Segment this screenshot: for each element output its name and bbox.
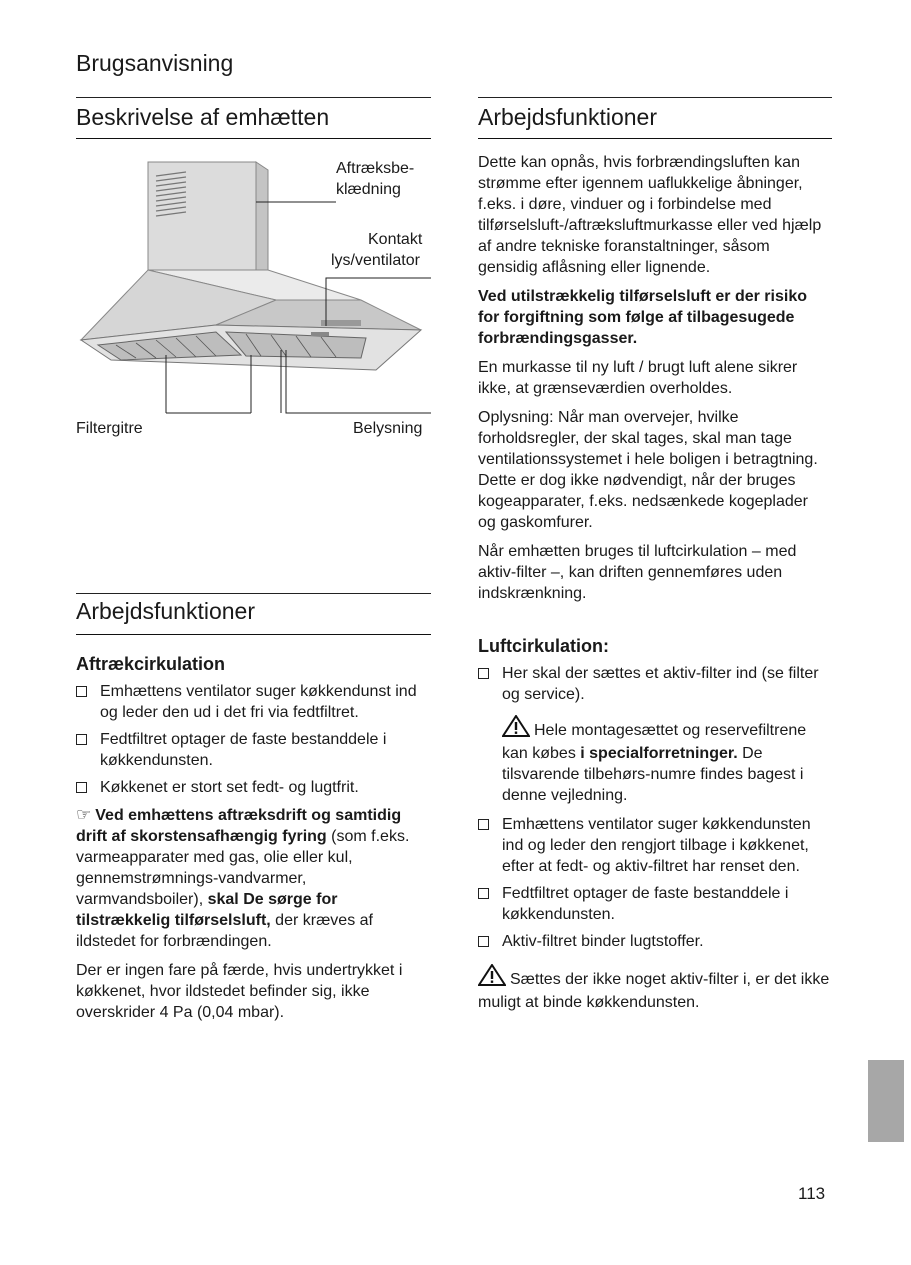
label-chimney-cover-2: klædning xyxy=(336,181,401,198)
pointing-hand-icon: ☞ xyxy=(76,805,92,824)
divider xyxy=(76,593,431,594)
right-column-text xyxy=(478,152,830,1021)
left-column-text xyxy=(76,654,432,1031)
subheading-extraction: Aftrækcirkulation xyxy=(76,654,226,674)
list-item: Fedtfiltret optager de faste bestanddele i køkkendunsten. xyxy=(478,883,830,925)
section-title-description: Beskrivelse af emhætten xyxy=(76,104,330,130)
safety-note: ☞ Ved emhættens aftræksdrift og samtidig drift af skorstensafhængig fyring (som f.eks. varmeapparater med gas, olie eller kul, gennemstrømnings-vandvarmer, varmvandsboiler), skal De sørge for tilstrækkelig tilførselsluft, der kræves af ildstedet for forbrændingen. xyxy=(76,805,410,950)
label-chimney-cover-1: Aftræksbe- xyxy=(336,160,415,177)
divider xyxy=(478,138,832,139)
paragraph: Når emhætten bruges til luftcirkulation – med aktiv-filter –, kan driften gennemføres uden indskrænkning. xyxy=(478,543,797,602)
subheading-recirculation: Luftcirkulation: xyxy=(478,636,609,656)
list-item: Emhættens ventilator suger køkkendunsten ind og leder den rengjort tilbage i køkkenet, efter at fedt- og aktiv-filtret har renset den. xyxy=(478,814,830,877)
section-title-functions-right: Arbejdsfunktioner xyxy=(478,104,657,130)
language-tab xyxy=(868,1060,904,1142)
divider xyxy=(76,138,431,139)
list-item: Køkkenet er stort set fedt- og lugtfrit. xyxy=(76,777,432,798)
paragraph: En murkasse til ny luft / brugt luft alene sikrer ikke, at grænseværdien overholdes. xyxy=(478,359,798,397)
warning-icon xyxy=(502,715,530,743)
paragraph: Dette kan opnås, hvis forbrændingsluften kan strømme efter igennem uaflukkelige åbninger, f.eks. i døre, vinduer og i forbindelse med tilførselsluft-/aftræksluftmurkasse eller ved hjælp af andre tekniske foranstaltninger, såsom gensidig aflåsning eller lignende. xyxy=(478,154,822,276)
section-title-functions: Arbejdsfunktioner xyxy=(76,598,255,624)
warning-note: Sættes der ikke noget aktiv-filter i, er det ikke muligt at binde køkkendunsten. xyxy=(478,964,830,1013)
warning-icon xyxy=(478,964,506,992)
label-filter: Filtergitre xyxy=(76,420,143,437)
list-item: Aktiv-filtret binder lugtstoffer. xyxy=(478,931,830,952)
list-item: Fedtfiltret optager de faste bestanddele i køkkendunsten. xyxy=(76,729,432,771)
page-title: Brugsanvisning xyxy=(76,50,234,76)
page-number: 113 xyxy=(798,1184,826,1203)
divider xyxy=(478,97,832,98)
warning-paragraph: Ved utilstrækkelig tilførselsluft er der risiko for forgiftning som følge af tilbagesugede forbrændingsgasser. xyxy=(478,288,807,347)
paragraph: Oplysning: Når man overvejer, hvilke forholdsregler, der skal tages, skal man tage ventilationssystemet i hele boligen i betragtning. Dette er dog ikke nødvendigt, når der bruges kogeapparater, f.eks. nedsænkede kogeplader og gaskomfurer. xyxy=(478,409,818,531)
divider xyxy=(76,634,431,635)
warning-note: Hele montagesættet og reservefiltrene kan købes i specialforretninger. De tilsvarende tilbehørs-numre findes bagest i denne vejledning. xyxy=(478,715,830,806)
label-switch-2: lys/ventilator xyxy=(331,252,420,269)
paragraph: Der er ingen fare på færde, hvis undertrykket i køkkenet, hvor ildstedet befinder sig, ikke overskrider 4 Pa (0,04 mbar). xyxy=(76,962,403,1021)
label-lighting: Belysning xyxy=(353,420,423,437)
list-item: Emhættens ventilator suger køkkendunst ind og leder den ud i det fri via fedtfiltret. xyxy=(76,681,432,723)
list-item: Her skal der sættes et aktiv-filter ind (se filter og service). xyxy=(478,663,830,705)
label-switch-1: Kontakt xyxy=(368,231,423,248)
divider xyxy=(76,97,431,98)
